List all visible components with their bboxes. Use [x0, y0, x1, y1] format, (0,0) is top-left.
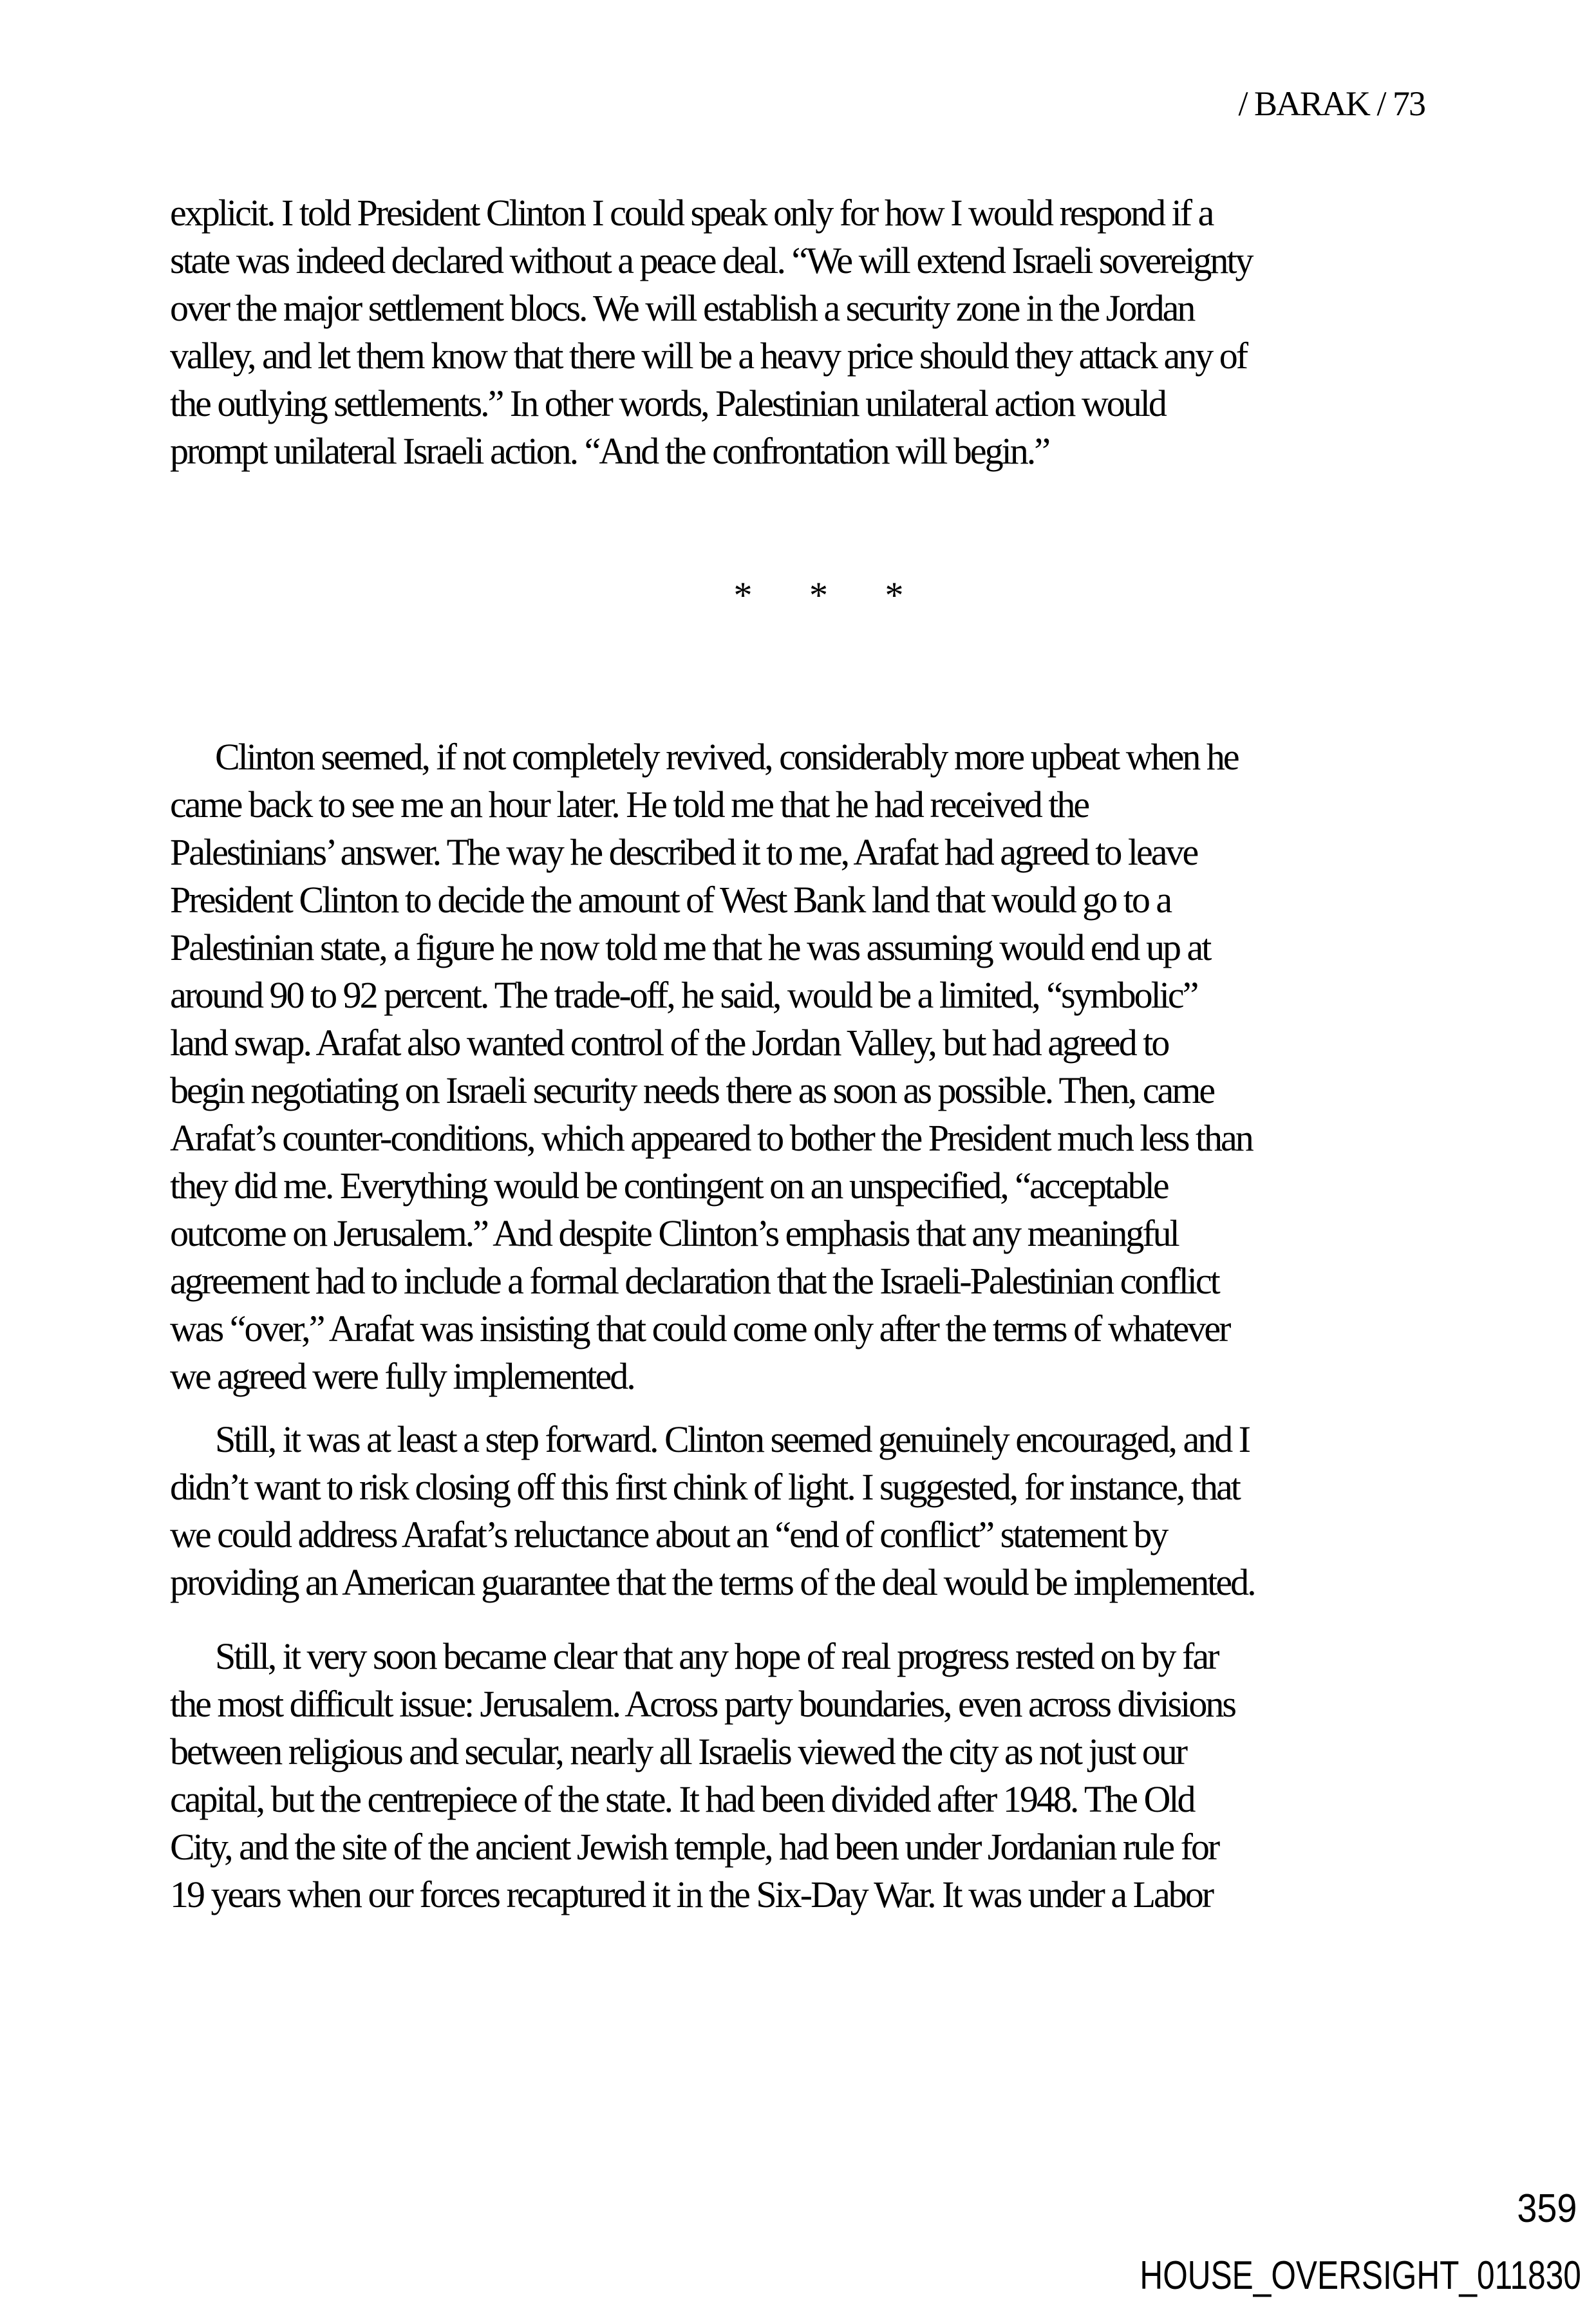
text-line: state was indeed declared without a peace deal. “We will extend Israeli sovereignty: [170, 240, 1252, 281]
text-line: Palestinians’ answer. The way he described it to me, Arafat had agreed to leave: [170, 831, 1197, 873]
text-line: Still, it was at least a step forward. Clinton seemed genuinely encouraged, and I: [215, 1418, 1250, 1460]
text-line: was “over,” Arafat was insisting that could come only after the terms of whatever: [170, 1308, 1230, 1349]
text-line: capital, but the centrepiece of the state. It had been divided after 1948. The Old: [170, 1778, 1194, 1820]
text-line: around 90 to 92 percent. The trade-off, he said, would be a limited, “symbolic”: [170, 974, 1197, 1016]
text-line: we agreed were fully implemented.: [170, 1355, 634, 1397]
text-line: agreement had to include a formal declaration that the Israeli-Palestinian conflict: [170, 1260, 1219, 1302]
text-line: land swap. Arafat also wanted control of the Jordan Valley, but had agreed to: [170, 1022, 1169, 1064]
section-separator: * * *: [733, 574, 904, 616]
text-line: the outlying settlements.” In other words, Palestinian unilateral action would: [170, 382, 1165, 424]
text-line: prompt unilateral Israeli action. “And the confrontation will begin.”: [170, 430, 1049, 472]
page-header: / BARAK / 73: [1238, 84, 1425, 123]
text-line: outcome on Jerusalem.” And despite Clinton’s emphasis that any meaningful: [170, 1212, 1178, 1254]
body-paragraph-2: [170, 733, 1432, 1400]
text-line: explicit. I told President Clinton I could speak only for how I would respond if a: [170, 192, 1213, 234]
text-line: City, and the site of the ancient Jewish temple, had been under Jordanian rule for: [170, 1826, 1219, 1868]
text-line: didn’t want to risk closing off this first chink of light. I suggested, for instance, that: [170, 1466, 1239, 1508]
text-line: Palestinian state, a figure he now told me that he was assuming would end up at: [170, 926, 1210, 968]
text-line: Still, it very soon became clear that any hope of real progress rested on by far: [215, 1635, 1218, 1677]
bates-number: HOUSE_OVERSIGHT_011830: [1140, 2253, 1581, 2298]
text-line: valley, and let them know that there will be a heavy price should they attack any of: [170, 335, 1247, 377]
text-line: the most difficult issue: Jerusalem. Across party boundaries, even across divisions: [170, 1683, 1235, 1725]
text-line: Clinton seemed, if not completely revived, considerably more upbeat when he: [215, 736, 1238, 778]
text-line: between religious and secular, nearly all Israelis viewed the city as not just our: [170, 1731, 1187, 1772]
text-line: President Clinton to decide the amount of West Bank land that would go to a: [170, 879, 1171, 921]
body-paragraph-3: [170, 1416, 1432, 1606]
text-line: begin negotiating on Israeli security needs there as soon as possible. Then, came: [170, 1069, 1214, 1111]
text-line: over the major settlement blocs. We will establish a security zone in the Jordan: [170, 287, 1194, 329]
text-line: 19 years when our forces recaptured it in the Six-Day War. It was under a Labor: [170, 1874, 1213, 1915]
text-line: came back to see me an hour later. He told me that he had received the: [170, 784, 1089, 825]
text-line: Arafat’s counter-conditions, which appeared to bother the President much less than: [170, 1117, 1252, 1159]
body-paragraph-4: [170, 1633, 1432, 1919]
text-line: they did me. Everything would be contingent on an unspecified, “acceptable: [170, 1165, 1168, 1207]
page-number: 359: [1516, 2186, 1577, 2231]
body-paragraph-1: [170, 189, 1432, 475]
text-line: providing an American guarantee that the terms of the deal would be implemented.: [170, 1561, 1255, 1603]
text-line: we could address Arafat’s reluctance about an “end of conflict” statement by: [170, 1514, 1167, 1556]
